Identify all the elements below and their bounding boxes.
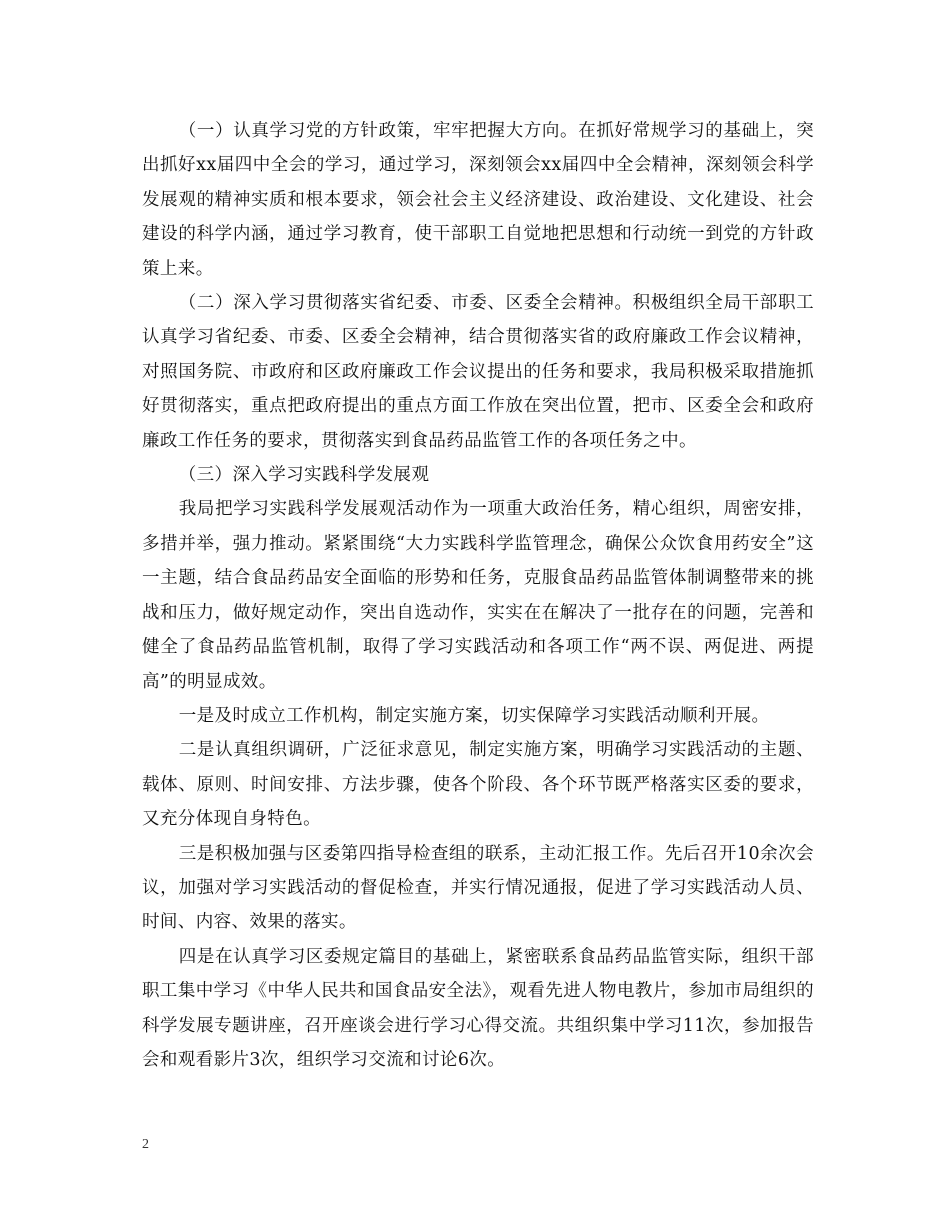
paragraph-2: （二）深入学习贯彻落实省纪委、市委、区委全会精神。积极组织全局干部职工认真学习省纪委、市委、区委全会精神，结合贯彻落实省的政府廉政工作会议精神，对照国务院、市政府和区政府廉政工作会议提出的任务和要求，我局积极采取措施抓好贯彻落实，重点把政府提出的重点方面工作放在突出位置，把市、区委全会和政府廉政工作任务的要求，贯彻落实到食品药品监管工作的各项任务之中。 — [142, 293, 814, 451]
paragraph-5: 一是及时成立工作机构，制定实施方案，切实保障学习实践活动顺利开展。 — [178, 705, 770, 726]
paragraph-3-heading: （三）深入学习实践科学发展观 — [178, 465, 430, 486]
paragraph-8: 四是在认真学习区委规定篇目的基础上，紧密联系食品药品监管实际，组织干部职工集中学习《中华人民共和国食品安全法》，观看先进人物电教片，参加市局组织的科学发展专题讲座，召开座谈会进行学习心得交流。共组织集中学习11次，参加报告会和观看影片3次，组织学习交流和讨论6次。 — [142, 946, 814, 1070]
page-number: 2 — [142, 1137, 149, 1152]
document-body — [142, 114, 814, 1077]
paragraph-6: 二是认真组织调研，广泛征求意见，制定实施方案，明确学习实践活动的主题、载体、原则、时间安排、方法步骤，使各个阶段、各个环节既严格落实区委的要求，又充分体现自身特色。 — [142, 740, 814, 830]
paragraph-4: 我局把学习实践科学发展观活动作为一项重大政治任务，精心组织，周密安排，多措并举，强力推动。紧紧围绕“大力实践科学监管理念，确保公众饮食用药安全”这一主题，结合食品药品安全面临的形势和任务，克服食品药品监管体制调整带来的挑战和压力，做好规定动作，突出自选动作，实实在在解决了一批存在的问题，完善和健全了食品药品监管机制，取得了学习实践活动和各项工作“两不误、两促进、两提高”的明显成效。 — [142, 499, 814, 692]
paragraph-7: 三是积极加强与区委第四指导检查组的联系，主动汇报工作。先后召开10余次会议，加强对学习实践活动的督促检查，并实行情况通报，促进了学习实践活动人员、时间、内容、效果的落实。 — [142, 843, 814, 933]
paragraph-1: （一）认真学习党的方针政策，牢牢把握大方向。在抓好常规学习的基础上，突出抓好xx届四中全会的学习，通过学习，深刻领会xx届四中全会精神，深刻领会科学发展观的精神实质和根本要求，领会社会主义经济建设、政治建设、文化建设、社会建设的科学内涵，通过学习教育，使干部职工自觉地把思想和行动统一到党的方针政策上来。 — [142, 121, 814, 279]
